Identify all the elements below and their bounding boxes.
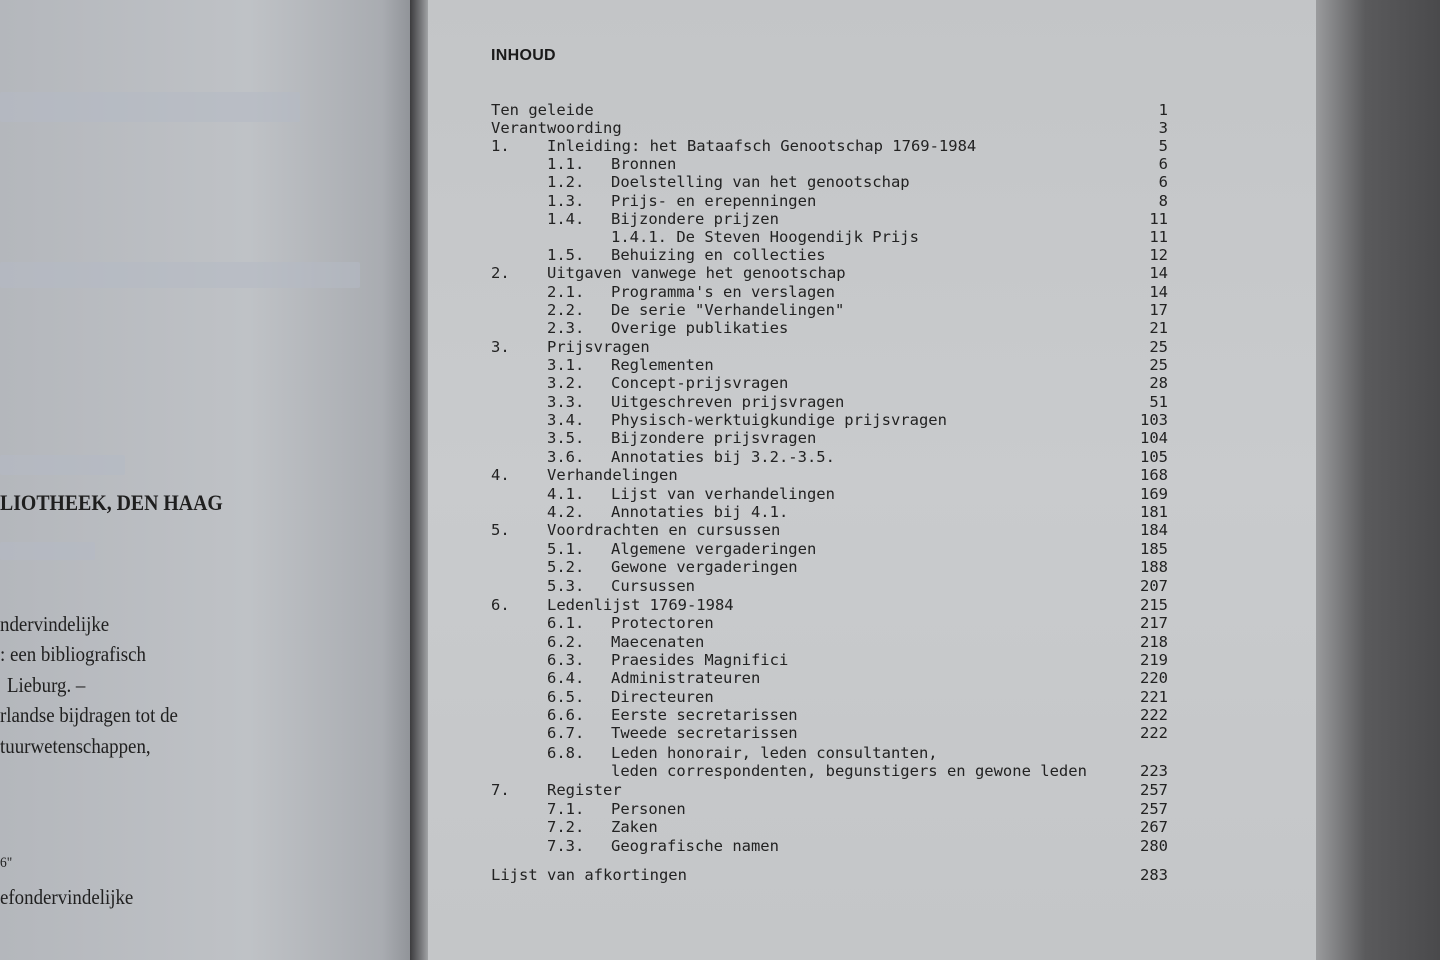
toc-entry-title: Administrateuren (611, 669, 761, 687)
toc-entry (0, 448, 1440, 466)
toc-page-number: 8 (1158, 192, 1168, 210)
toc-entry-title: Annotaties bij 4.1. (611, 503, 789, 521)
toc-entry (0, 818, 1440, 836)
toc-entry-title: Eerste secretarissen (611, 706, 798, 724)
toc-entry-title: Reglementen (611, 356, 714, 374)
toc-chapter-number: 3. (491, 338, 510, 356)
left-page-line: efondervindelijke (0, 885, 134, 909)
toc-section-number: 6.5. (547, 688, 585, 706)
toc-page-number: 11 (1149, 228, 1168, 246)
toc-page-number: 104 (1140, 429, 1168, 447)
toc-page-number: 207 (1140, 577, 1168, 595)
toc-chapter-number: 2. (491, 264, 510, 282)
toc-entry-title: Verantwoording (491, 119, 622, 137)
toc-entry (0, 724, 1440, 742)
toc-section-number: 6.1. (547, 614, 585, 632)
toc-entry-title: Directeuren (611, 688, 714, 706)
toc-page-number: 219 (1140, 651, 1168, 669)
toc-entry (0, 466, 1440, 484)
toc-entry (0, 283, 1440, 301)
toc-section-number: 1.5. (547, 246, 585, 264)
toc-page-number: 169 (1140, 485, 1168, 503)
toc-entry (0, 866, 1440, 884)
toc-page-number: 222 (1140, 706, 1168, 724)
left-page-line: ndervindelijke (0, 612, 110, 636)
toc-page-number: 280 (1140, 837, 1168, 855)
toc-page-number: 283 (1140, 866, 1168, 884)
toc-section-number: 3.2. (547, 374, 585, 392)
toc-entry (0, 706, 1440, 724)
toc-page-number: 12 (1149, 246, 1168, 264)
toc-entry (0, 744, 1440, 762)
toc-chapter-number: 5. (491, 521, 510, 539)
toc-page-number: 257 (1140, 800, 1168, 818)
toc-entry (0, 800, 1440, 818)
toc-entry (0, 762, 1440, 780)
toc-page-number: 222 (1140, 724, 1168, 742)
left-page-line: rlandse bijdragen tot de (0, 703, 178, 727)
toc-section-number: 1.4. (547, 210, 585, 228)
toc-entry (0, 651, 1440, 669)
toc-entry (0, 228, 1440, 246)
toc-entry (0, 246, 1440, 264)
toc-section-number: 3.5. (547, 429, 585, 447)
toc-section-number: 1.3. (547, 192, 585, 210)
toc-entry-title: Gewone vergaderingen (611, 558, 798, 576)
toc-entry (0, 429, 1440, 447)
toc-section-number: 7.1. (547, 800, 585, 818)
toc-entry (0, 688, 1440, 706)
toc-entry (0, 173, 1440, 191)
toc-entry (0, 521, 1440, 539)
toc-page-number: 257 (1140, 781, 1168, 799)
toc-page-number: 17 (1149, 301, 1168, 319)
toc-entry (0, 393, 1440, 411)
toc-entry-title: Geografische namen (611, 837, 779, 855)
toc-entry-title: Personen (611, 800, 686, 818)
toc-page-number: 21 (1149, 319, 1168, 337)
toc-entry (0, 264, 1440, 282)
toc-entry (0, 837, 1440, 855)
toc-entry-title: Lijst van verhandelingen (611, 485, 835, 503)
toc-entry-title: Bronnen (611, 155, 677, 173)
toc-entry (0, 137, 1440, 155)
toc-entry-title: Uitgaven vanwege het genootschap (547, 264, 846, 282)
toc-entry-title: Bijzondere prijsvragen (611, 429, 817, 447)
toc-chapter-number: 4. (491, 466, 510, 484)
toc-entry (0, 192, 1440, 210)
toc-entry-title: leden correspondenten, begunstigers en gewone leden (611, 762, 1087, 780)
toc-page-number: 28 (1149, 374, 1168, 392)
toc-entry-title: Annotaties bij 3.2.-3.5. (611, 448, 835, 466)
toc-section-number: 4.1. (547, 485, 585, 503)
toc-page-number: 1 (1158, 101, 1168, 119)
toc-entry (0, 119, 1440, 137)
toc-page-number: 25 (1149, 356, 1168, 374)
toc-page-number: 185 (1140, 540, 1168, 558)
toc-entry-title: Cursussen (611, 577, 695, 595)
toc-entry (0, 485, 1440, 503)
toc-page-number: 6 (1158, 173, 1168, 191)
toc-entry-title: Prijsvragen (547, 338, 650, 356)
toc-entry-title: Maecenaten (611, 633, 705, 651)
toc-section-number: 3.1. (547, 356, 585, 374)
toc-page-number: 184 (1140, 521, 1168, 539)
toc-entry-title: Ten geleide (491, 101, 594, 119)
toc-section-number: 2.3. (547, 319, 585, 337)
toc-section-number: 5.1. (547, 540, 585, 558)
toc-entry-title: Algemene vergaderingen (611, 540, 817, 558)
toc-page-number: 218 (1140, 633, 1168, 651)
toc-entry-title: De serie "Verhandelingen" (611, 301, 845, 319)
toc-entry-title: Tweede secretarissen (611, 724, 798, 742)
toc-section-number: 1.1. (547, 155, 585, 173)
toc-section-number: 4.2. (547, 503, 585, 521)
toc-section-number: 6.2. (547, 633, 585, 651)
toc-section-number: 6.3. (547, 651, 585, 669)
toc-page-number: 103 (1140, 411, 1168, 429)
toc-entry-title: Uitgeschreven prijsvragen (611, 393, 845, 411)
toc-page-number: 267 (1140, 818, 1168, 836)
toc-page-number: 51 (1149, 393, 1168, 411)
toc-page-number: 223 (1140, 762, 1168, 780)
toc-page-number: 181 (1140, 503, 1168, 521)
toc-entry-title: Ledenlijst 1769-1984 (547, 596, 734, 614)
toc-entry-title: Zaken (611, 818, 658, 836)
toc-entry-title: Bijzondere prijzen (611, 210, 779, 228)
toc-entry-title: Lijst van afkortingen (491, 866, 687, 884)
toc-entry (0, 319, 1440, 337)
toc-section-number: 5.3. (547, 577, 585, 595)
toc-entry (0, 558, 1440, 576)
toc-section-number: 6.6. (547, 706, 585, 724)
toc-entry-title: Prijs- en erepenningen (611, 192, 817, 210)
toc-entry (0, 301, 1440, 319)
toc-entry (0, 411, 1440, 429)
toc-page-number: 217 (1140, 614, 1168, 632)
toc-entry-title: Concept-prijsvragen (611, 374, 789, 392)
toc-entry (0, 503, 1440, 521)
toc-page-number: 215 (1140, 596, 1168, 614)
toc-section-number: 6.7. (547, 724, 585, 742)
toc-page-number: 220 (1140, 669, 1168, 687)
left-page-line: LIOTHEEK, DEN HAAG (0, 490, 223, 515)
toc-section-number: 3.4. (547, 411, 585, 429)
toc-entry-title: Programma's en verslagen (611, 283, 835, 301)
toc-section-number: 6.4. (547, 669, 585, 687)
toc-entry (0, 101, 1440, 119)
toc-chapter-number: 1. (491, 137, 510, 155)
toc-entry (0, 155, 1440, 173)
toc-chapter-number: 6. (491, 596, 510, 614)
toc-section-number: 2.1. (547, 283, 585, 301)
toc-page-number: 221 (1140, 688, 1168, 706)
toc-entry-title: Overige publikaties (611, 319, 789, 337)
toc-entry (0, 338, 1440, 356)
toc-chapter-number: 7. (491, 781, 510, 799)
toc-section-number: 3.3. (547, 393, 585, 411)
left-page-line: 6" (0, 855, 13, 871)
toc-entry (0, 596, 1440, 614)
toc-section-number: 7.2. (547, 818, 585, 836)
left-page-line: : een bibliografisch (0, 642, 146, 666)
toc-entry (0, 633, 1440, 651)
toc-entry-title: Voordrachten en cursussen (547, 521, 781, 539)
toc-entry (0, 781, 1440, 799)
toc-title: INHOUD (491, 47, 556, 64)
toc-page-number: 168 (1140, 466, 1168, 484)
toc-entry (0, 356, 1440, 374)
toc-section-number: 3.6. (547, 448, 585, 466)
toc-entry (0, 210, 1440, 228)
toc-page-number: 5 (1158, 137, 1168, 155)
toc-entry-title: Praesides Magnifici (611, 651, 789, 669)
toc-entry-title: Register (547, 781, 622, 799)
toc-entry (0, 374, 1440, 392)
toc-page-number: 188 (1140, 558, 1168, 576)
toc-entry-title: Doelstelling van het genootschap (611, 173, 910, 191)
toc-entry-title: Protectoren (611, 614, 714, 632)
toc-entry (0, 577, 1440, 595)
toc-page-number: 14 (1149, 283, 1168, 301)
toc-page-number: 14 (1149, 264, 1168, 282)
toc-entry-title: 1.4.1. De Steven Hoogendijk Prijs (611, 228, 919, 246)
toc-section-number: 7.3. (547, 837, 585, 855)
toc-entry (0, 614, 1440, 632)
toc-entry-title: Physisch-werktuigkundige prijsvragen (611, 411, 947, 429)
toc-entry (0, 669, 1440, 687)
toc-section-number: 6.8. (547, 744, 585, 762)
toc-entry-title: Inleiding: het Bataafsch Genootschap 1769-1984 (547, 137, 977, 155)
toc-page-number: 11 (1149, 210, 1168, 228)
left-page-line: Lieburg. – (7, 673, 86, 697)
toc-page-number: 6 (1158, 155, 1168, 173)
toc-section-number: 5.2. (547, 558, 585, 576)
toc-entry (0, 540, 1440, 558)
toc-page-number: 105 (1140, 448, 1168, 466)
toc-section-number: 1.2. (547, 173, 585, 191)
toc-entry-title: Leden honorair, leden consultanten, (611, 744, 938, 762)
toc-entry-title: Verhandelingen (547, 466, 678, 484)
toc-page-number: 3 (1158, 119, 1168, 137)
toc-page-number: 25 (1149, 338, 1168, 356)
toc-section-number: 2.2. (547, 301, 585, 319)
toc-entry-title: Behuizing en collecties (611, 246, 826, 264)
left-page-line: tuurwetenschappen, (0, 734, 151, 758)
